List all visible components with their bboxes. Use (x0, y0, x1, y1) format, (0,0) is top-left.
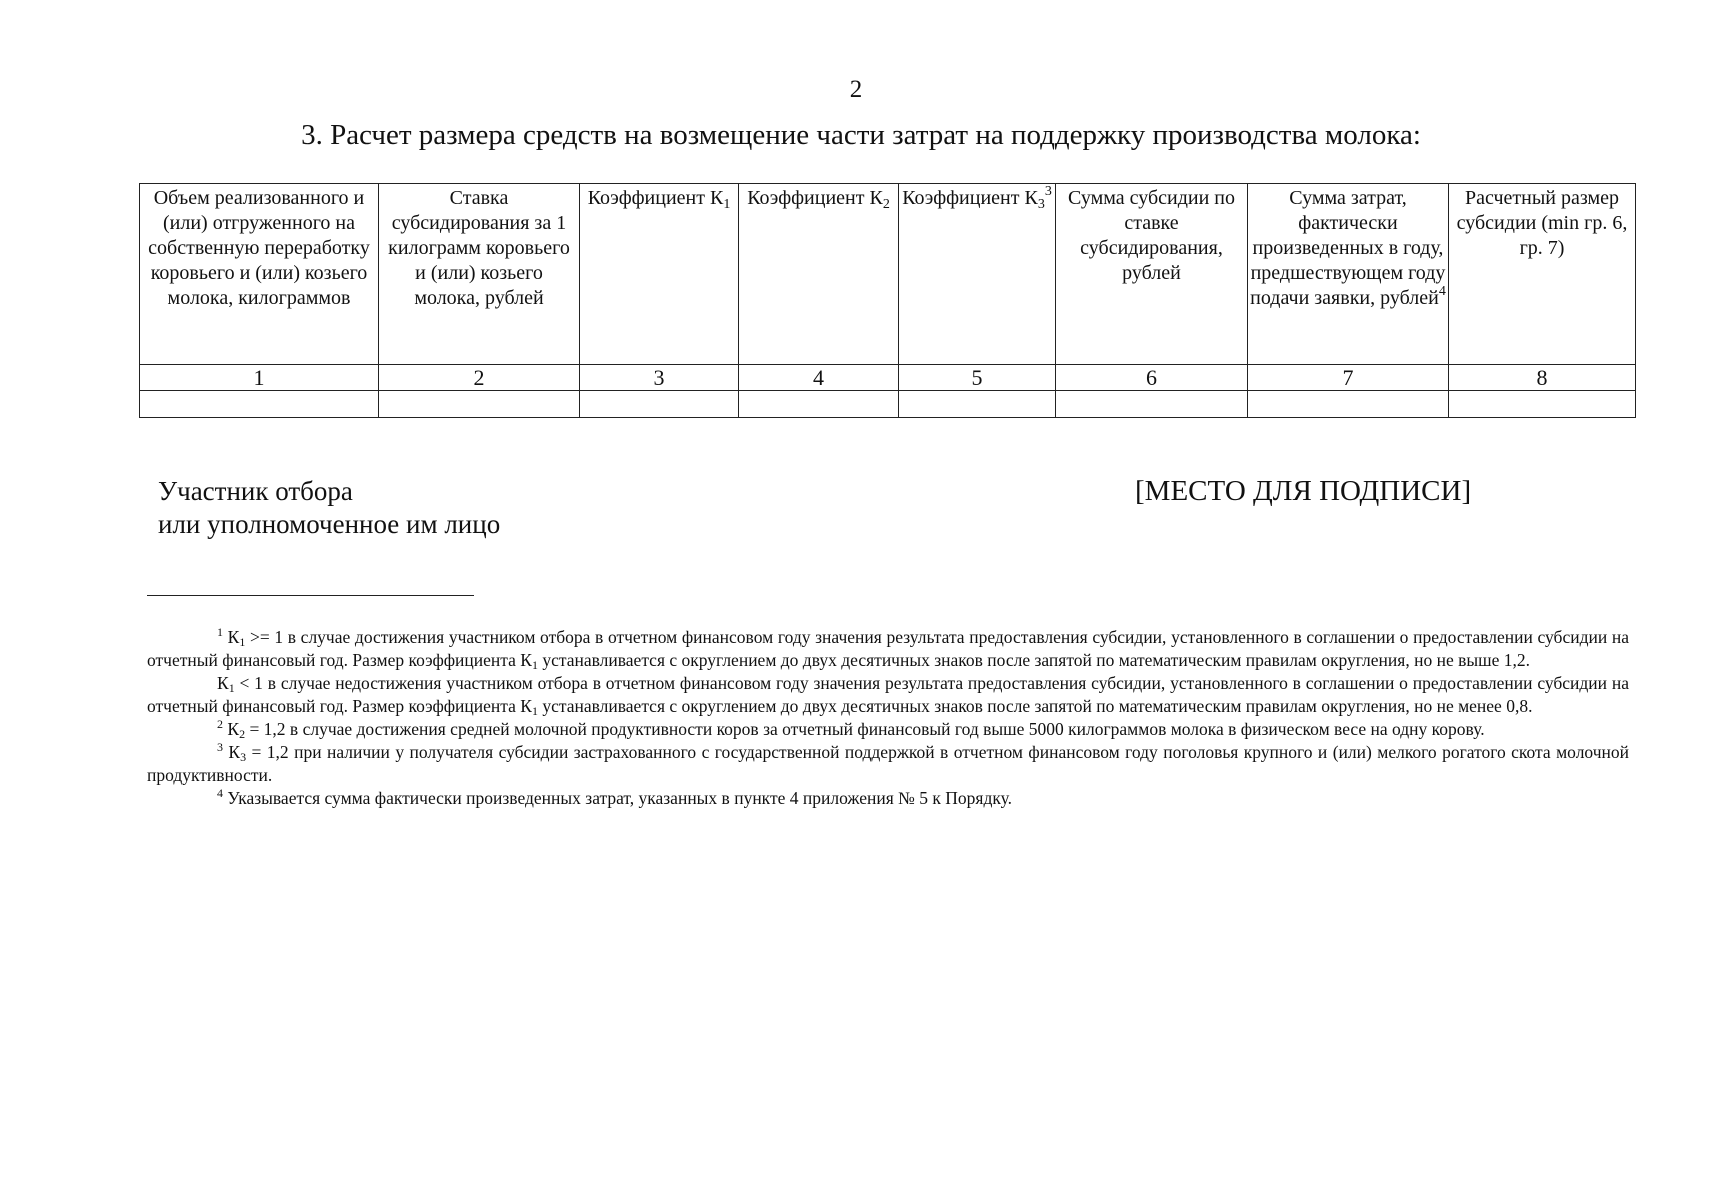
section-title: 3. Расчет размера средств на возмещение части затрат на поддержку производства молока: (301, 119, 1421, 151)
empty-cell (739, 391, 899, 418)
header-k3: Коэффициент $К_3^3$ (899, 184, 1056, 365)
header-k1: Коэффициент $К_1$ (580, 184, 739, 365)
footnote-divider (147, 595, 474, 596)
signer-block (158, 475, 500, 541)
signer-line-1: Участник отбора (158, 476, 353, 506)
table-header-row (140, 184, 1636, 365)
column-number: 8 (1449, 365, 1636, 391)
column-number: 7 (1248, 365, 1449, 391)
subsidy-calculation-table (139, 183, 1636, 418)
footnote-4: $^4$ Указывается сумма фактически произведенных затрат, указанных в пункте 4 приложения № 5 к Порядку. (217, 786, 1012, 808)
header-costs-sum: Сумма затрат, фактически произведенных в году, предшествующем году подачи заявки, рублей$^4$ (1248, 184, 1449, 365)
header-rate: Ставка субсидирования за 1 килограмм коровьего и (или) козьего молока, рублей (379, 184, 580, 365)
footnote-2: $^2$ $К_2 = 1,2$ в случае достижения средней молочной продуктивности коров за отчетный финансовый год выше 5000 килограммов молока в физическом весе на одну корову. (217, 717, 1485, 741)
empty-cell (140, 391, 379, 418)
signer-line-2: или уполномоченное им лицо (158, 509, 501, 539)
empty-cell (899, 391, 1056, 418)
column-number: 4 (739, 365, 899, 391)
header-calculated-subsidy: Расчетный размер субсидии (min гр. 6, гр. 7) (1449, 184, 1636, 365)
column-number: 1 (140, 365, 379, 391)
empty-cell (1248, 391, 1449, 418)
footnotes (147, 626, 1629, 810)
column-number: 2 (379, 365, 580, 391)
column-number: 6 (1056, 365, 1248, 391)
column-number-row (140, 365, 1636, 391)
header-subsidy-sum: Сумма субсидии по ставке субсидирования, рублей (1056, 184, 1248, 365)
column-number: 5 (899, 365, 1056, 391)
empty-data-row (140, 391, 1636, 418)
footnote-1-continued: $К_1 < 1$ в случае недостижения участником отбора в отчетном финансовом году значения результата предоставления субсидии, установленного в соглашении о предоставлении субсидии на отчетный финансовый год. Размер коэффициента $К_1$ устанавливается с округлением до двух десятичных знаков после запятой по математическим правилам округления, но не менее 0,8. (147, 673, 1629, 718)
empty-cell (1056, 391, 1248, 418)
footnote-3: $^3$ $К_3 = 1,2$ при наличии у получателя субсидии застрахованного с государственной поддержкой в отчетном финансовом году поголовья крупного и (или) мелкого рогатого скота молочной продуктивности. (147, 740, 1630, 785)
page-number: 2 (849, 76, 863, 103)
empty-cell (379, 391, 580, 418)
signature-placeholder: [МЕСТО ДЛЯ ПОДПИСИ] (1135, 475, 1472, 507)
header-volume: Объем реализованного и (или) отгруженного на собственную переработку коровьего и (или) козьего молока, килограммов (140, 184, 379, 365)
empty-cell (1449, 391, 1636, 418)
empty-cell (580, 391, 739, 418)
header-k2: Коэффициент $К_2$ (739, 184, 899, 365)
column-number: 3 (580, 365, 739, 391)
footnote-1: $^1$ $К_1 >= 1$ в случае достижения участником отбора в отчетном финансовом году значения результата предоставления субсидии, установленного в соглашении о предоставлении субсидии на отчетный финансовый год. Размер коэффициента $К_1$ устанавливается с округлением до двух десятичных знаков после запятой по математическим правилам округления, но не выше 1,2. (147, 625, 1629, 672)
